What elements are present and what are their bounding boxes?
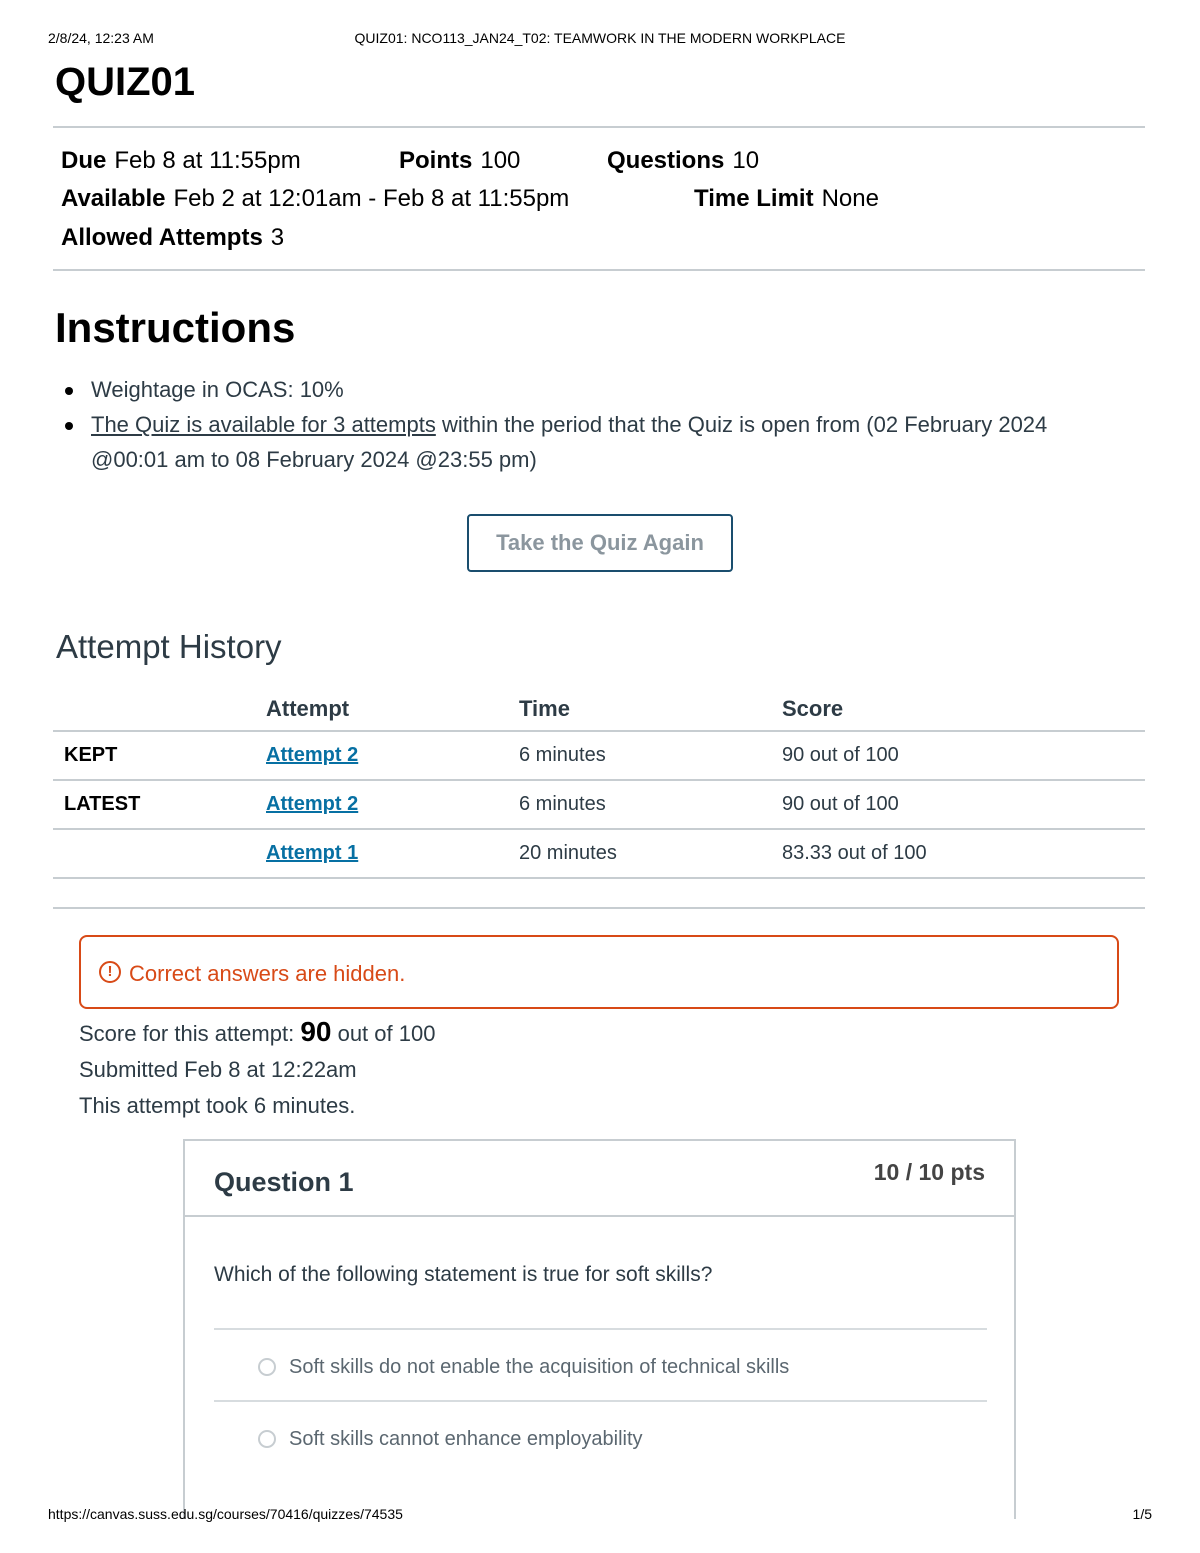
questions-count: [607, 147, 759, 175]
attempt-history-table: [53, 688, 1145, 879]
radio-button[interactable]: [258, 1430, 276, 1448]
points-value: 100: [480, 147, 521, 174]
attempt-status: LATEST: [53, 780, 255, 829]
divider: [53, 269, 1145, 271]
radio-button[interactable]: [258, 1358, 276, 1376]
instructions-list: [55, 372, 1105, 477]
score-suffix: out of 100: [331, 1021, 436, 1046]
table-row: [53, 829, 1145, 878]
time-limit-label: Time Limit: [694, 185, 814, 212]
due-value: Feb 8 at 11:55pm: [114, 147, 301, 174]
answer-label: Soft skills do not enable the acquisition of technical skills: [289, 1356, 790, 1378]
list-item: [55, 372, 1105, 407]
time-limit: [694, 185, 879, 213]
allowed-attempts: [61, 224, 284, 252]
score-prefix: Score for this attempt:: [79, 1021, 301, 1046]
attempt-score-summary: [79, 1016, 435, 1048]
table-row: [53, 731, 1145, 780]
print-header: [48, 30, 1152, 50]
column-header-time: Time: [508, 688, 771, 731]
attempt-link[interactable]: Attempt 2: [266, 793, 359, 815]
column-header-status: [53, 688, 255, 731]
page-number: 1/5: [1132, 1506, 1152, 1522]
print-url: https://canvas.suss.edu.sg/courses/70416/quizzes/74535: [48, 1506, 403, 1522]
questions-label: Questions: [607, 147, 725, 174]
print-footer: [48, 1506, 1152, 1522]
question-points: 10 / 10 pts: [873, 1159, 985, 1185]
hidden-answers-alert: [79, 935, 1119, 1009]
attempt-cell: [255, 829, 508, 878]
attempt-time: 6 minutes: [508, 780, 771, 829]
attempt-history-heading: Attempt History: [56, 628, 282, 665]
submitted-time: Submitted Feb 8 at 12:22am: [79, 1057, 357, 1082]
available-value: Feb 2 at 12:01am - Feb 8 at 11:55pm: [173, 185, 570, 212]
warning-icon: !: [99, 961, 121, 983]
availability: [61, 185, 569, 213]
attempt-cell: [255, 780, 508, 829]
table-row: [53, 780, 1145, 829]
alert-text: Correct answers are hidden.: [129, 961, 406, 986]
attempt-duration: This attempt took 6 minutes.: [79, 1093, 356, 1118]
attempt-status: [53, 829, 255, 878]
take-quiz-again-button[interactable]: Take the Quiz Again: [467, 514, 733, 572]
attempt-status: KEPT: [53, 731, 255, 780]
attempt-score: 83.33 out of 100: [771, 829, 1145, 878]
attempt-cell: [255, 731, 508, 780]
answer-label: Soft skills cannot enhance employability: [289, 1428, 643, 1450]
instructions-heading: Instructions: [55, 304, 296, 351]
instruction-attempts-rest: within the period that the Quiz is open from (02 February 2024 @00:01 am to 08 February 2024 @23:55 pm): [91, 412, 1048, 472]
attempt-time: 6 minutes: [508, 731, 771, 780]
attempt-link[interactable]: Attempt 2: [266, 744, 359, 766]
column-header-attempt: Attempt: [255, 688, 508, 731]
instruction-weightage: Weightage in OCAS: 10%: [91, 377, 344, 402]
instruction-attempts-underlined: The Quiz is available for 3 attempts: [91, 412, 436, 437]
question-title: Question 1: [214, 1167, 354, 1197]
divider: [214, 1328, 987, 1330]
attempt-time: 20 minutes: [508, 829, 771, 878]
attempts-value: 3: [270, 224, 285, 251]
points-label: Points: [399, 147, 473, 174]
attempts-label: Allowed Attempts: [61, 224, 263, 251]
print-doc-title: QUIZ01: NCO113_JAN24_T02: TEAMWORK IN THE MODERN WORKPLACE: [354, 30, 846, 46]
question-card: [183, 1139, 1016, 1519]
page-title: QUIZ01: [55, 60, 196, 104]
due-date: [61, 147, 301, 175]
question-header: [185, 1141, 1014, 1217]
due-label: Due: [61, 147, 107, 174]
attempt-link[interactable]: Attempt 1: [266, 842, 359, 864]
list-item: [55, 407, 1105, 477]
attempt-score: 90 out of 100: [771, 780, 1145, 829]
divider: [214, 1400, 987, 1402]
questions-value: 10: [732, 147, 760, 174]
points: [399, 147, 520, 175]
divider: [53, 907, 1145, 909]
question-text: Which of the following statement is true for soft skills?: [214, 1263, 713, 1286]
divider: [53, 126, 1145, 128]
attempt-score: 90 out of 100: [771, 731, 1145, 780]
table-header-row: [53, 688, 1145, 731]
print-timestamp: 2/8/24, 12:23 AM: [48, 30, 154, 46]
column-header-score: Score: [771, 688, 1145, 731]
score-value: 90: [300, 1016, 332, 1047]
available-label: Available: [61, 185, 166, 212]
time-limit-value: None: [821, 185, 879, 212]
